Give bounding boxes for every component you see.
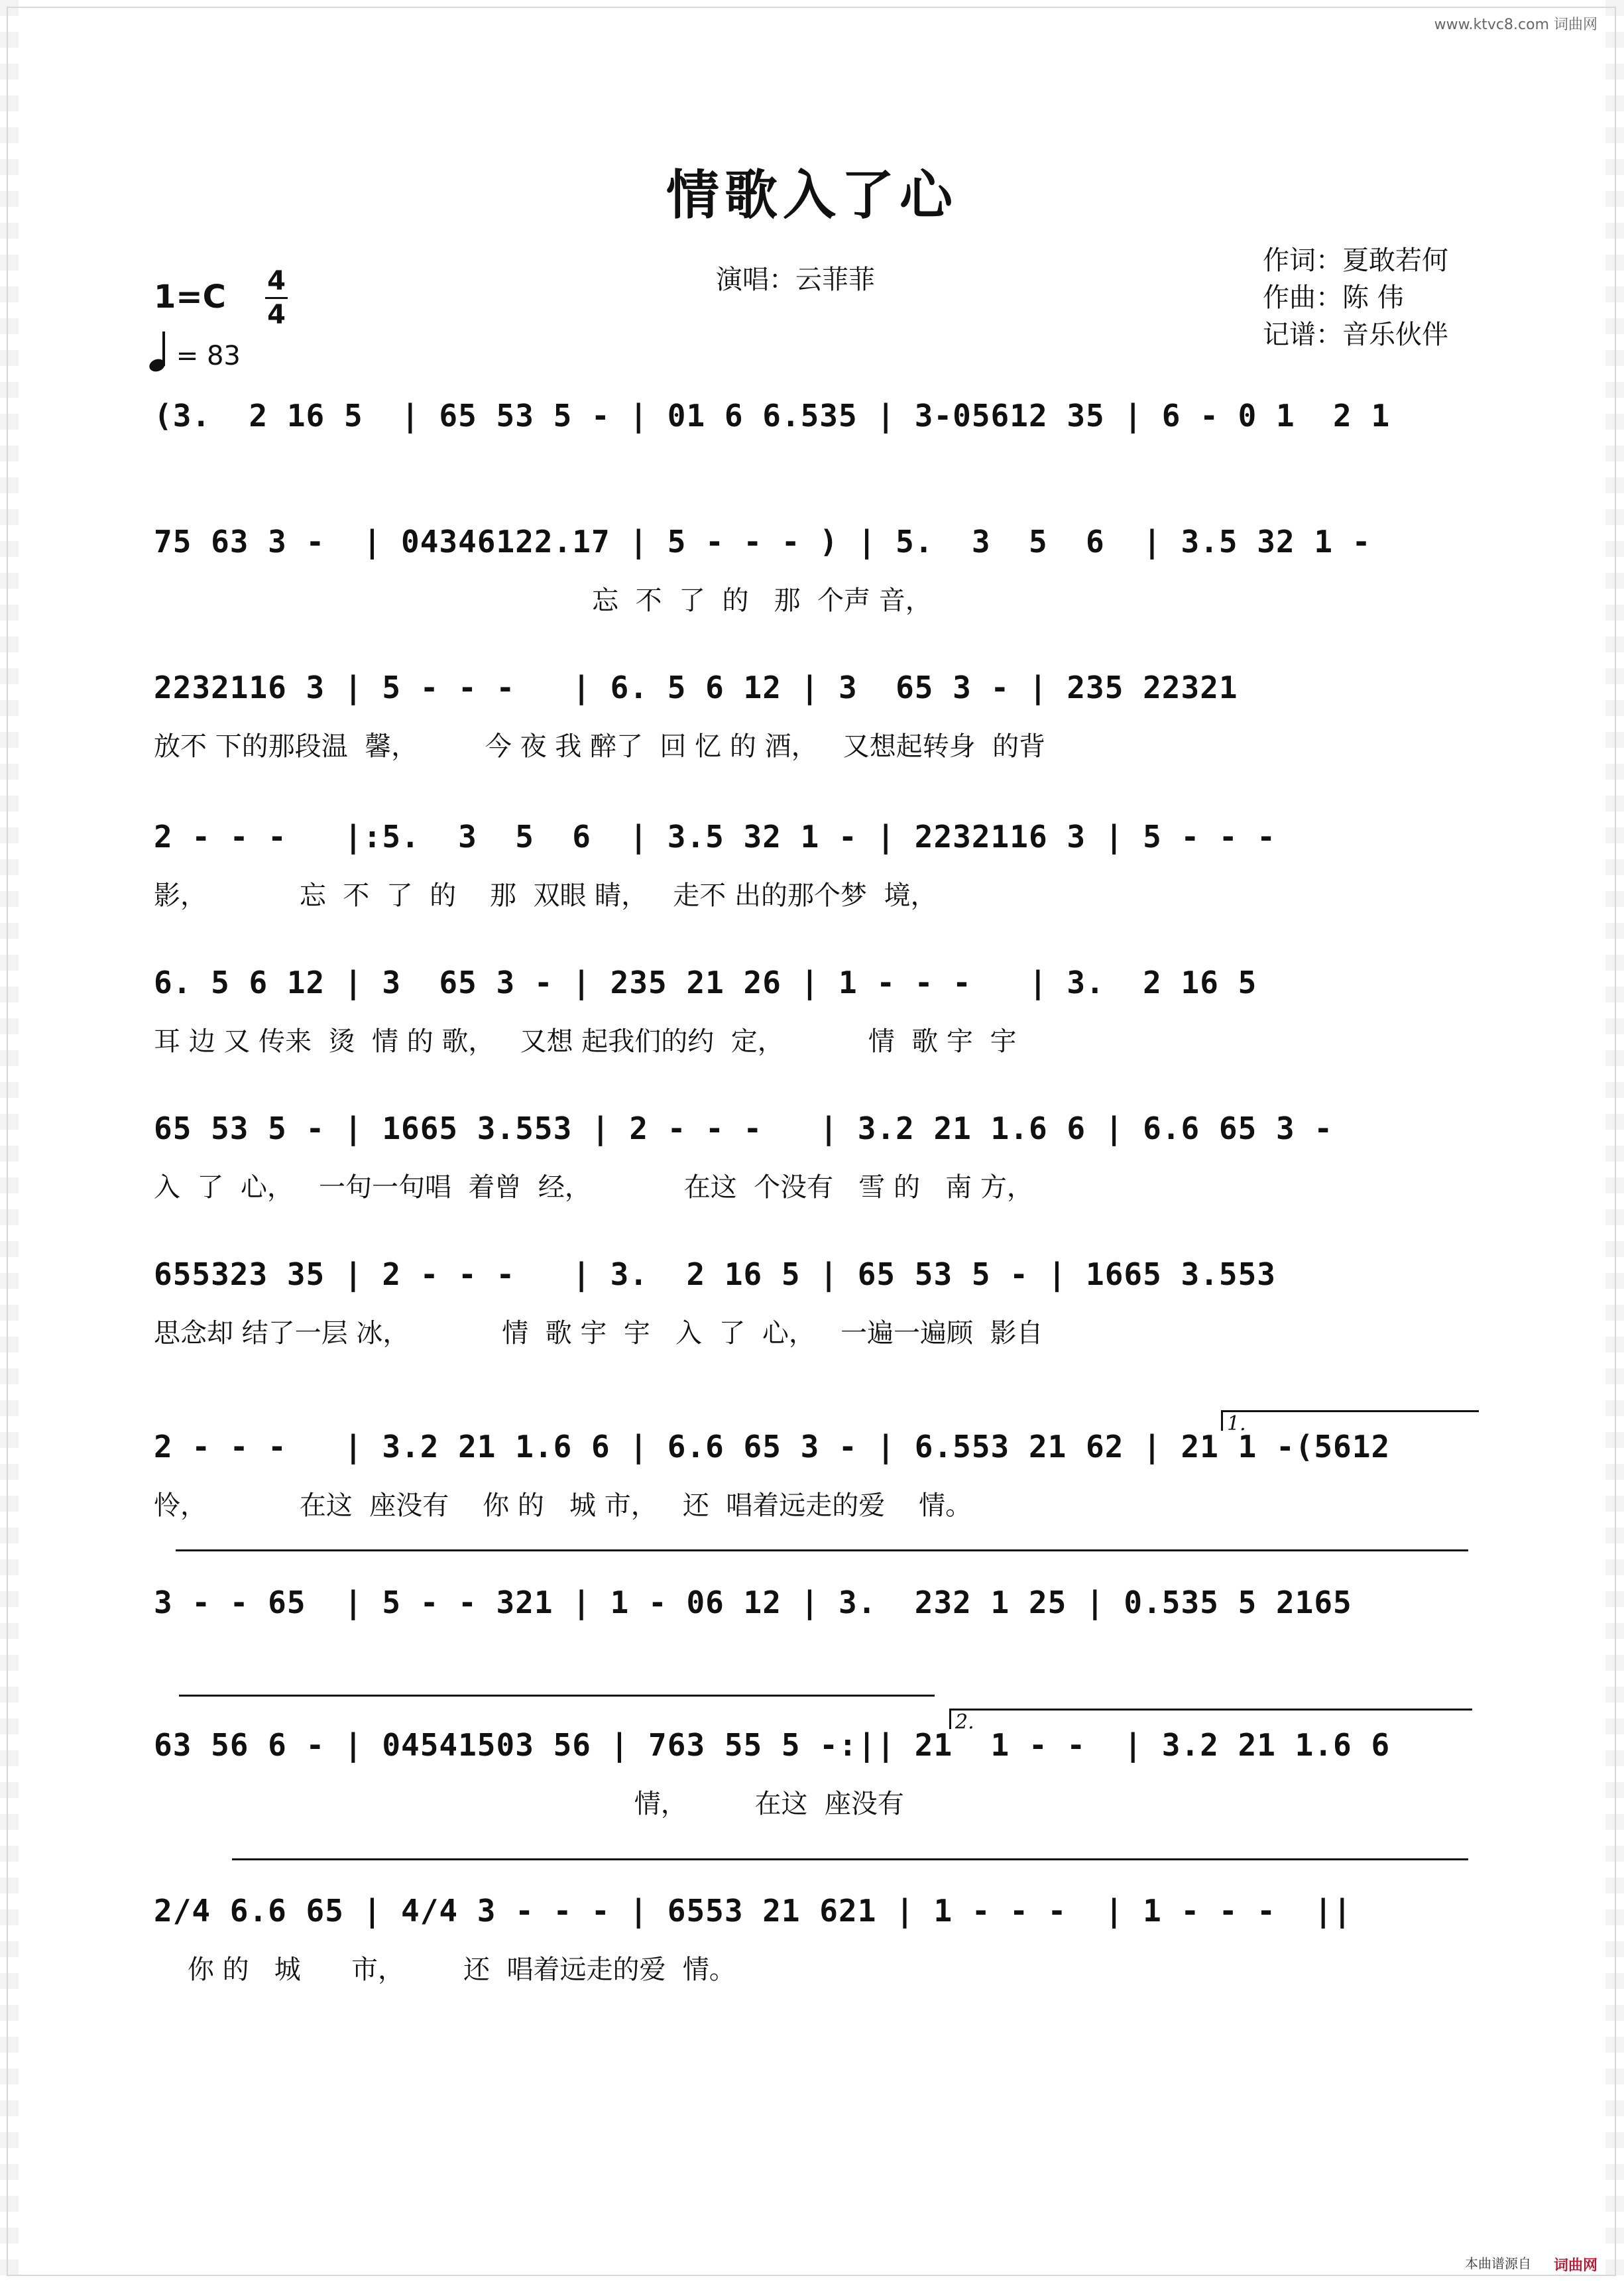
volta-bracket-2: 2. (949, 1709, 1472, 1729)
volta-line (176, 1549, 1468, 1551)
tempo-marking (149, 331, 241, 371)
transcriber: 记谱：音乐伙伴 (1263, 320, 1448, 350)
notation: 75 63 3 - | 04346122.17 | 5 - - - ) | 5. 3 5 6 | 3.5 32 1 - (154, 524, 1371, 560)
score-system-11 (154, 1893, 1476, 1992)
lyrics: 入 了 心， 一句一句唱 着曾 经， 在这 个没有 雪 的 南 方， (154, 1172, 1033, 1203)
score-system-5 (154, 965, 1476, 1064)
score-system-1 (154, 398, 1476, 497)
notation: 2232116 3 | 5 - - - | 6. 5 6 12 | 3 65 3 - | 235 22321 (154, 670, 1238, 705)
watermark-bottom: 本曲谱源自 (1465, 2255, 1531, 2271)
notation: 65 53 5 - | 1665 3.553 | 2 - - - | 3.2 21 1.6 6 | 6.6 65 3 - (154, 1111, 1334, 1146)
lyrics: 你 的 城 市， 还 唱着远走的爱 情。 (154, 1954, 736, 1985)
lyricist: 作词：夏敢若何 (1263, 245, 1448, 276)
time-signature-top: 4 (267, 266, 286, 296)
notation: 655323 35 | 2 - - - | 3. 2 16 5 | 65 53 5 - | 1665 3.553 (154, 1256, 1276, 1292)
score-system-2 (154, 524, 1476, 623)
notation: 63 56 6 - | 04541503 56 | 763 55 5 -:|| 21 1 - - | 3.2 21 1.6 6 (154, 1727, 1391, 1763)
score-system-8 (154, 1412, 1476, 1528)
notation: 2/4 6.6 65 | 4/4 3 - - - | 6553 21 621 | 1 - - - | 1 - - - || (154, 1893, 1352, 1929)
volta-bracket-1: 1. (1221, 1410, 1479, 1431)
volta-line (179, 1695, 935, 1697)
notation: 2 - - - | 3.2 21 1.6 6 | 6.6 65 3 - | 6.553 21 62 | 21 1 -(5612 (154, 1429, 1391, 1465)
lyrics: 影， 忘 不 了 的 那 双眼 睛， 走不 出的那个梦 境， (154, 880, 937, 911)
score-system-9 (154, 1585, 1476, 1684)
notation: 2 - - - |:5. 3 5 6 | 3.5 32 1 - | 2232116 3 | 5 - - - (154, 819, 1276, 855)
key-signature: 1=C (154, 278, 226, 316)
lyrics: 忘 不 了 的 那 个声 音， (154, 585, 932, 616)
notation: 6. 5 6 12 | 3 65 3 - | 235 21 26 | 1 - - - | 3. 2 16 5 (154, 965, 1257, 1000)
lyrics: 放不 下的那段温 馨， 今 夜 我 醉了 回 忆 的 酒， 又想起转身 的背 (154, 731, 1046, 762)
lyrics: 怜， 在这 座没有 你 的 城 市， 还 唱着远走的爱 情。 (154, 1490, 972, 1521)
song-title: 情歌入了心 (666, 164, 958, 226)
lyrics: 耳 边 又 传来 烫 情 的 歌， 又想 起我们的约 定， 情 歌 宇 宇 (154, 1026, 1017, 1057)
tempo-value: = 83 (176, 341, 241, 371)
score-system-7 (154, 1256, 1476, 1356)
lyrics: 思念却 结了一层 冰， 情 歌 宇 宇 入 了 心， 一遍一遍顾 影自 (154, 1318, 1043, 1349)
credits (1263, 242, 1448, 353)
lyrics: 情， 在这 座没有 (154, 1789, 904, 1819)
score-system-4 (154, 819, 1476, 918)
time-signature (265, 267, 288, 330)
score-system-10 (154, 1711, 1476, 1827)
volta-line (232, 1858, 1468, 1860)
time-signature-bottom: 4 (267, 300, 286, 330)
score-system-3 (154, 670, 1476, 769)
score-system-6 (154, 1111, 1476, 1210)
notation: (3. 2 16 5 | 65 53 5 - | 01 6 6.535 | 3-05612 35 | 6 - 0 1 2 1 (154, 398, 1391, 434)
watermark-top-right: www.ktvc8.com 词曲网 (1434, 17, 1597, 33)
notation: 3 - - 65 | 5 - - 321 | 1 - 06 12 | 3. 232 1 25 | 0.535 5 2165 (154, 1585, 1352, 1620)
watermark-logo: 词曲网 (1553, 2257, 1597, 2274)
quarter-note-icon (149, 331, 168, 371)
singer: 演唱：云菲菲 (716, 265, 875, 295)
composer: 作曲：陈 伟 (1263, 282, 1404, 313)
